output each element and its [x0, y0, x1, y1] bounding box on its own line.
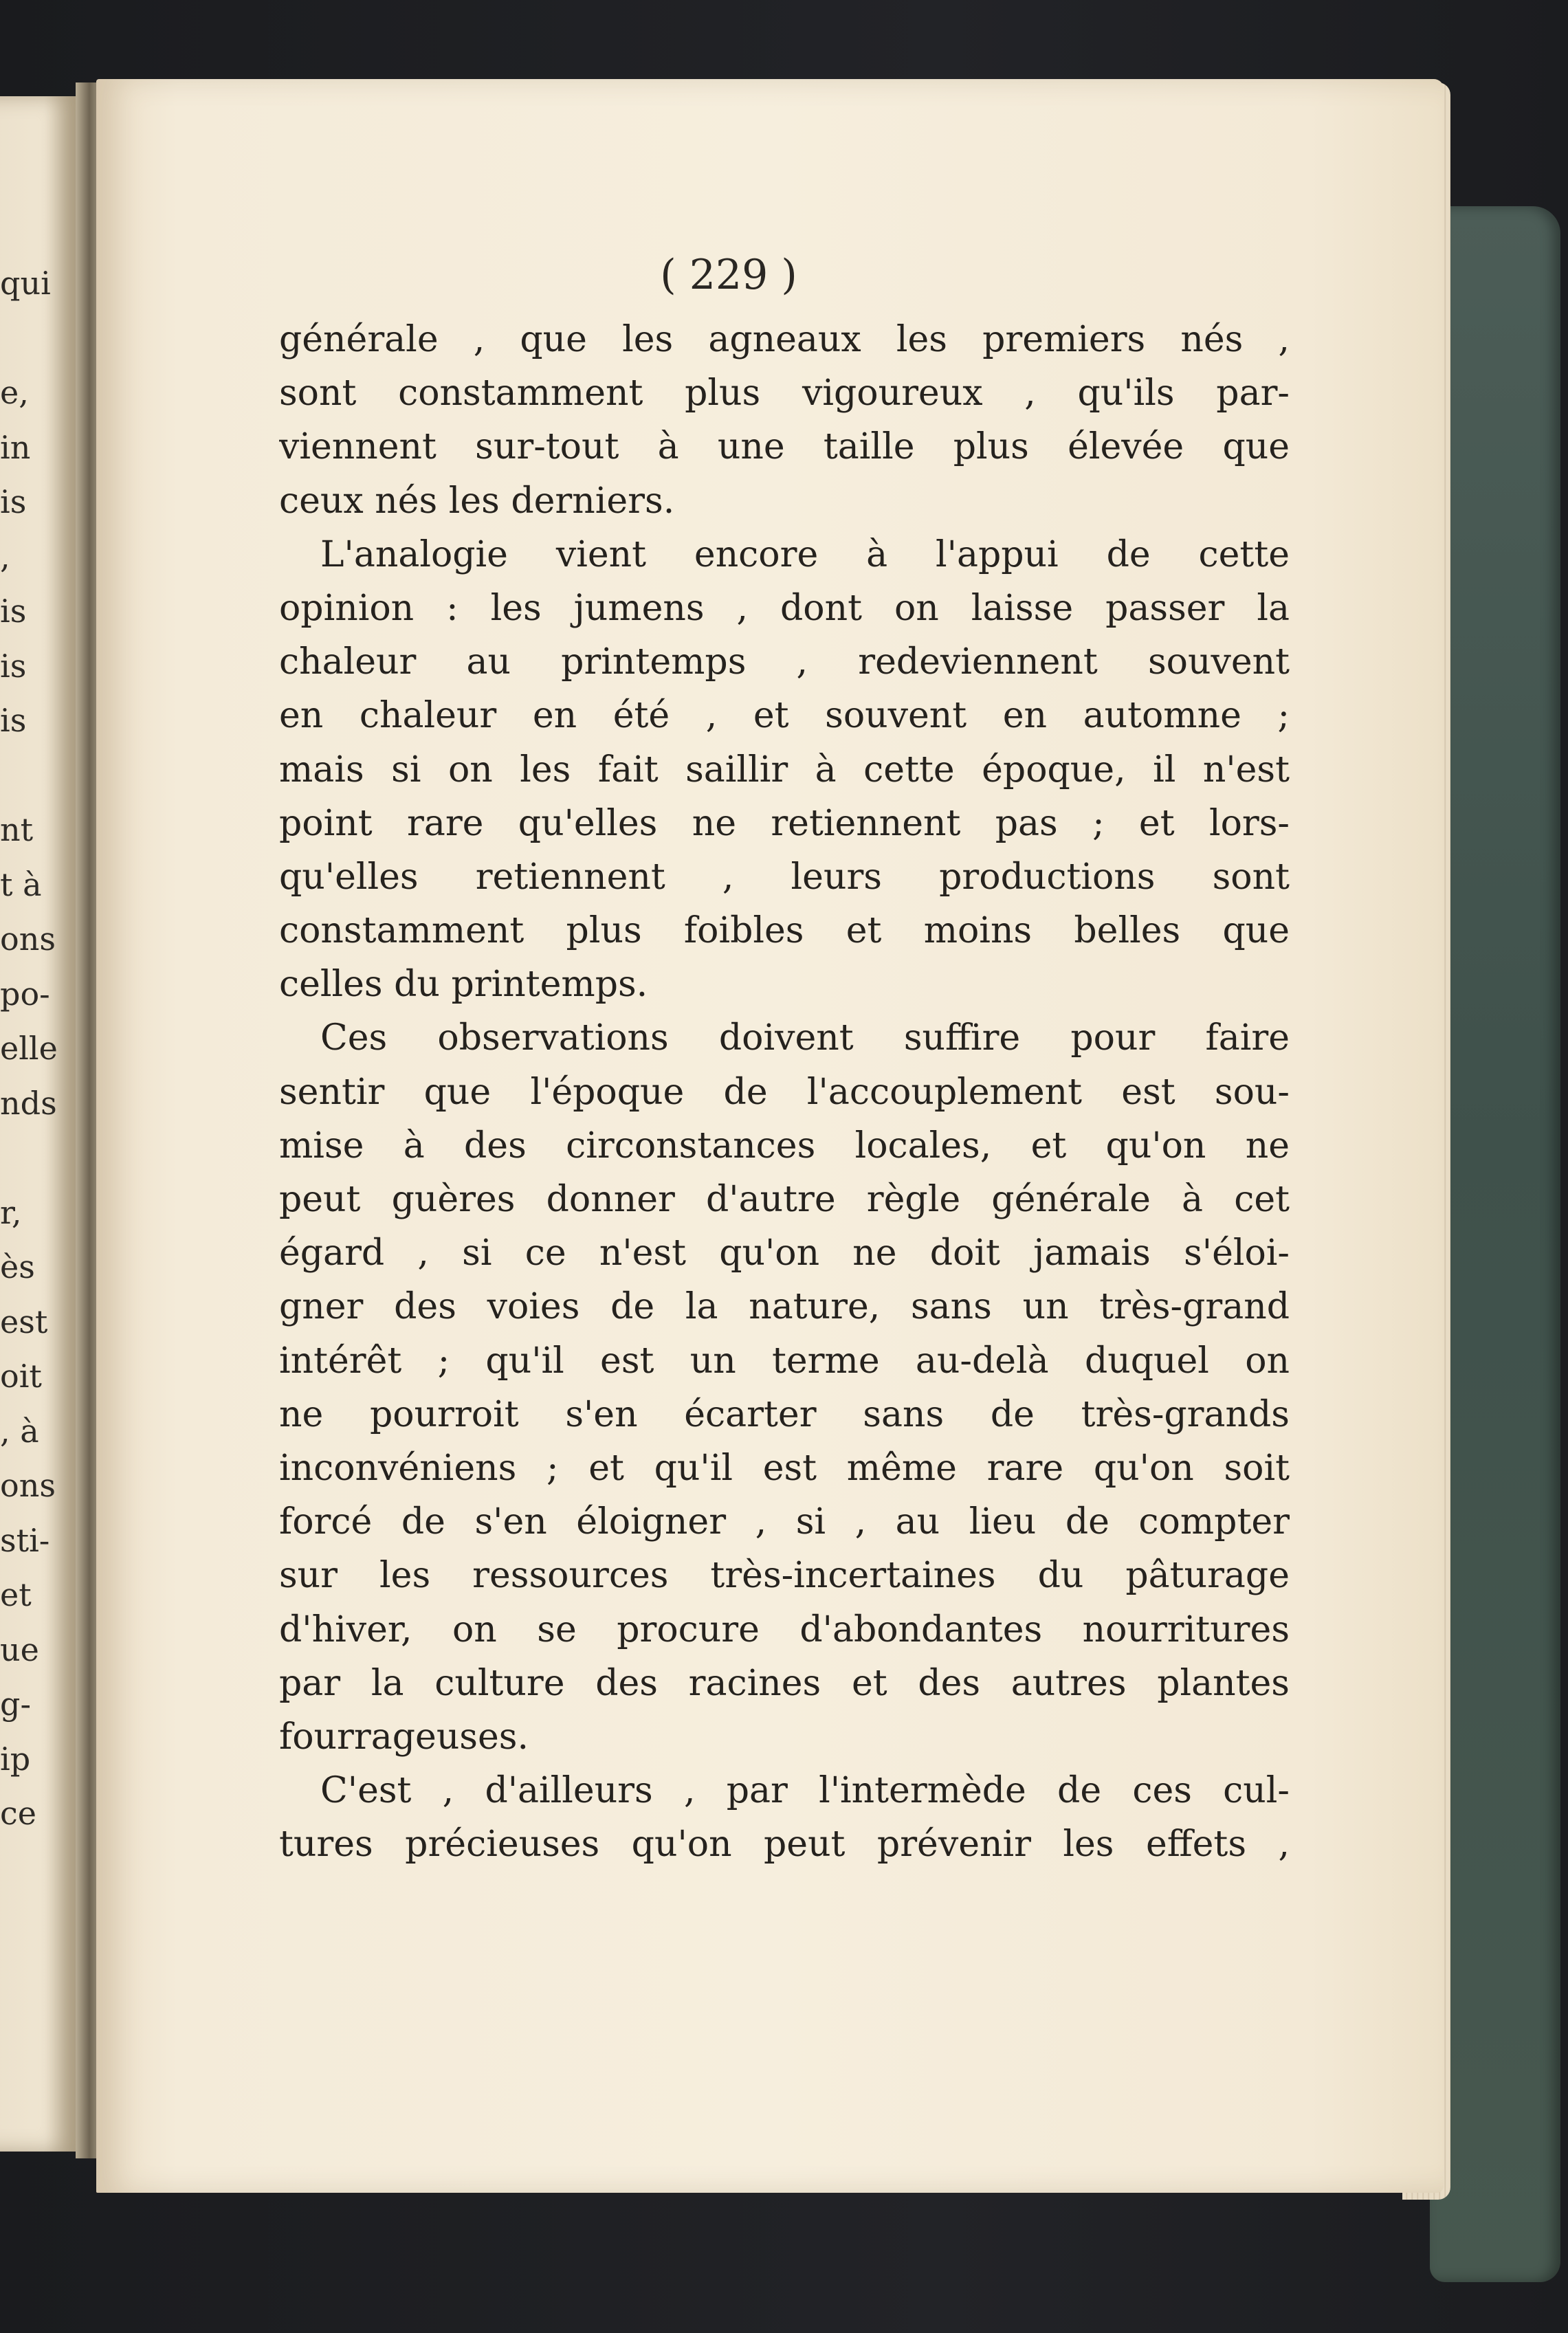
text-line — [279, 635, 1290, 689]
left-page-fragment: g- — [0, 1685, 31, 1723]
left-facing-page — [0, 96, 76, 2152]
text-line — [279, 743, 1290, 797]
text-line — [279, 1388, 1290, 1441]
text-line — [279, 1226, 1290, 1280]
text-line-content: gner des voies de la nature, sans un très-grand — [279, 1286, 1290, 1328]
text-line-content: en chaleur en été , et souvent en automne ; — [279, 695, 1290, 737]
text-line — [279, 528, 1290, 582]
text-line-content: peut guères donner d'autre règle générale à cet — [279, 1179, 1290, 1220]
left-page-fragment: elle — [0, 1030, 58, 1067]
text-line — [279, 1173, 1290, 1226]
left-page-fragment: in — [0, 428, 31, 466]
text-line — [279, 1657, 1290, 1710]
left-page-fragment: ès — [0, 1248, 35, 1285]
text-line-content: égard , si ce n'est qu'on ne doit jamais s'éloi- — [279, 1232, 1290, 1274]
left-page-fragment: ce — [0, 1795, 36, 1832]
text-line — [279, 582, 1290, 635]
left-page-fragment: t à — [0, 865, 42, 903]
left-page-fragment: po- — [0, 975, 50, 1013]
left-page-fragment: r, — [0, 1193, 22, 1231]
left-page-fragment: ue — [0, 1630, 39, 1668]
left-page-fragment: ons — [0, 920, 56, 958]
text-line — [279, 1549, 1290, 1602]
text-line-content: C'est , d'ailleurs , par l'intermède de ces cul- — [320, 1770, 1290, 1812]
text-line-content: forcé de s'en éloigner , si , au lieu de compter — [279, 1501, 1290, 1543]
text-line-content: intérêt ; qu'il est un terme au-delà duquel on — [279, 1340, 1290, 1382]
left-page-fragment: is — [0, 647, 27, 685]
left-page-fragment: is — [0, 702, 27, 739]
text-line-content: tures précieuses qu'on peut prévenir les effets , — [279, 1824, 1290, 1866]
text-line-content: constamment plus foibles et moins belles que — [279, 910, 1290, 952]
text-line — [279, 958, 1290, 1011]
text-line — [279, 366, 1290, 420]
text-line — [279, 850, 1290, 904]
left-page-fragment: ip — [0, 1740, 31, 1778]
text-line — [279, 1119, 1290, 1173]
text-line-content: mise à des circonstances locales, et qu'on ne — [279, 1125, 1290, 1166]
text-line-content: qu'elles retiennent , leurs productions sont — [279, 856, 1290, 898]
left-page-fragment: e, — [0, 374, 29, 411]
text-line — [279, 1764, 1290, 1817]
left-page-fragment: ons — [0, 1467, 56, 1504]
left-page-fragment: nds — [0, 1084, 57, 1122]
left-page-fragment: nt — [0, 811, 34, 848]
text-line-content: Ces observations doivent suffire pour faire — [320, 1017, 1290, 1059]
left-page-fragment: et — [0, 1576, 32, 1613]
text-line — [279, 1495, 1290, 1549]
text-line-content: générale , que les agneaux les premiers nés , — [279, 319, 1290, 360]
text-line — [279, 1334, 1290, 1388]
text-line — [279, 1065, 1290, 1119]
text-line-content: ne pourroit s'en écarter sans de très-grands — [279, 1393, 1290, 1435]
left-page-fragment: est — [0, 1303, 48, 1340]
text-line-content: point rare qu'elles ne retiennent pas ; et lors- — [279, 802, 1290, 844]
right-page — [96, 79, 1444, 2193]
text-line-content: sont constamment plus vigoureux , qu'ils par- — [279, 373, 1290, 414]
text-line-content: mais si on les fait saillir à cette époque, il n'est — [279, 749, 1290, 790]
text-line-content: viennent sur-tout à une taille plus élevée que — [279, 426, 1290, 468]
text-line-content: L'analogie vient encore à l'appui de cette — [320, 533, 1290, 575]
text-line — [279, 904, 1290, 958]
left-page-fragment: qui — [0, 265, 51, 302]
text-line — [279, 1011, 1290, 1065]
left-page-fragment: , — [0, 538, 10, 575]
page-number: ( 229 ) — [660, 251, 797, 299]
text-line — [279, 313, 1290, 366]
text-line — [279, 1280, 1290, 1334]
text-line-content: ceux nés les derniers. — [279, 480, 675, 522]
page-text-block — [279, 313, 1290, 1871]
text-line-content: chaleur au printemps , redeviennent souvent — [279, 641, 1290, 683]
left-page-text-fragments — [0, 96, 76, 2152]
text-line-content: fourrageuses. — [279, 1716, 529, 1758]
left-page-fragment: , à — [0, 1412, 39, 1450]
text-line-content: inconvéniens ; et qu'il est même rare qu'on soit — [279, 1447, 1290, 1489]
text-line — [279, 1710, 1290, 1764]
text-line-content: opinion : les jumens , dont on laisse passer la — [279, 587, 1290, 629]
left-page-fragment: sti- — [0, 1521, 50, 1559]
text-line — [279, 420, 1290, 474]
text-line — [279, 1441, 1290, 1495]
text-line — [279, 1603, 1290, 1657]
text-line — [279, 1817, 1290, 1871]
text-line-content: d'hiver, on se procure d'abondantes nourritures — [279, 1608, 1290, 1650]
text-line-content: sur les ressources très-incertaines du pâturage — [279, 1555, 1290, 1597]
text-line-content: par la culture des racines et des autres plantes — [279, 1662, 1290, 1704]
text-line — [279, 689, 1290, 742]
left-page-fragment: is — [0, 593, 27, 630]
text-line — [279, 797, 1290, 850]
left-page-fragment: oit — [0, 1358, 42, 1395]
text-line — [279, 474, 1290, 528]
text-line-content: sentir que l'époque de l'accouplement est sou- — [279, 1071, 1290, 1113]
left-page-fragment: is — [0, 483, 27, 520]
text-line-content: celles du printemps. — [279, 964, 648, 1006]
